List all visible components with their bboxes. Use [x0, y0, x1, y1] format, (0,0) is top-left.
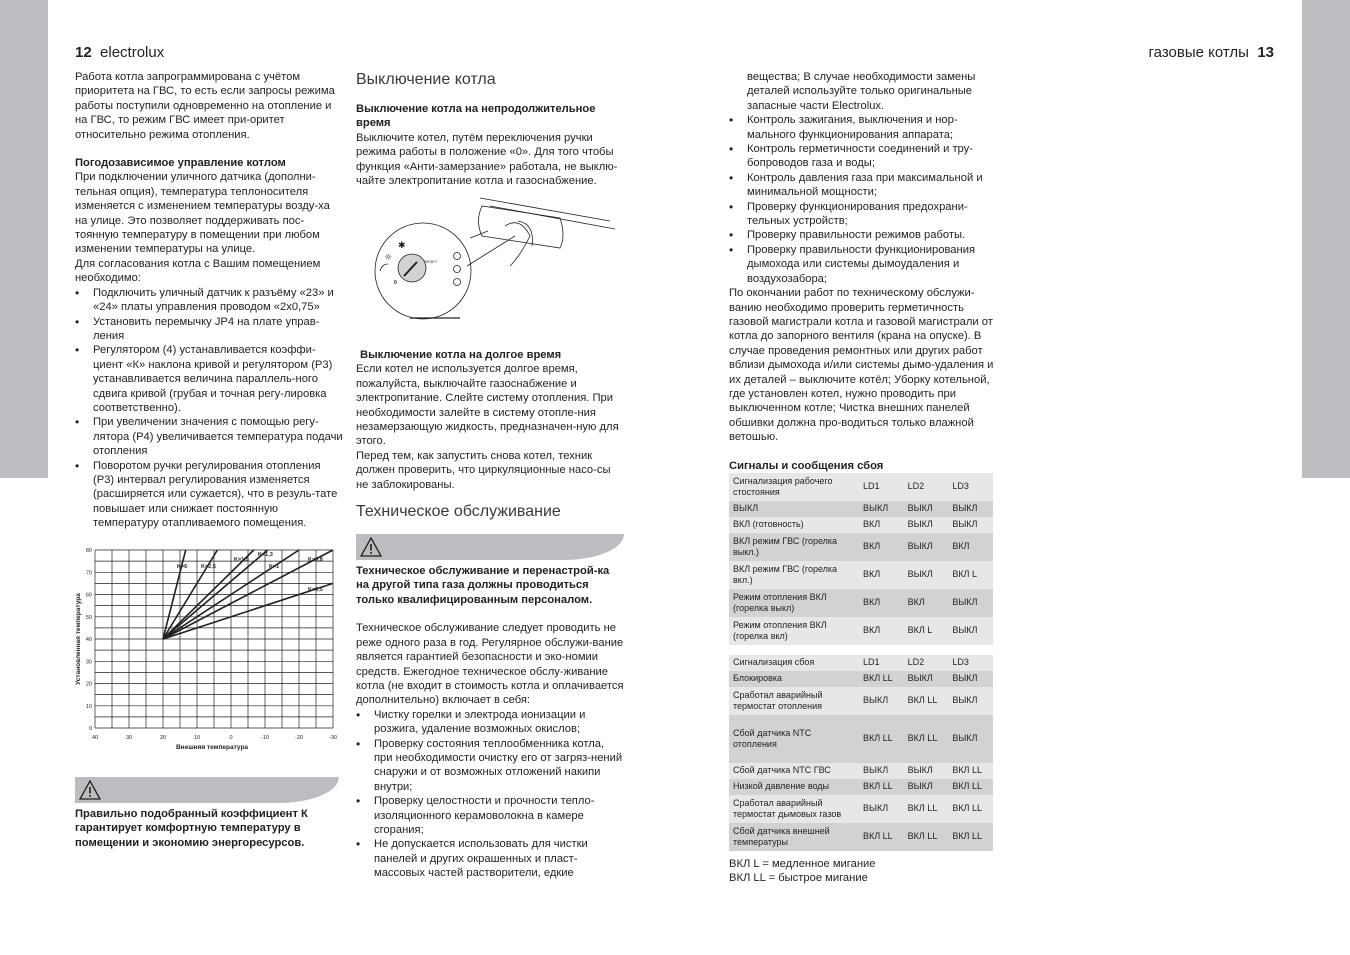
long-shutdown-heading: Выключение котла на долгое время	[360, 349, 562, 361]
column-1	[75, 70, 343, 531]
section-title: газовые котлы	[1148, 44, 1249, 61]
y-tick: 80	[85, 548, 92, 554]
curve-label-k0-8: K=0,8	[308, 557, 323, 563]
x-tick: 40	[91, 735, 99, 741]
list-item: • Контроль зажигания, выключения и нор-мального функционирования аппарата;	[729, 113, 997, 142]
y-tick: 20	[85, 681, 92, 688]
maintenance-warning-text: Техническое обслуживание и перенастрой-ка на другой типа газа должны проводиться только квалифицированным персоналом.	[356, 565, 610, 606]
weather-control-heading: Погодозависимое управление котлом	[75, 157, 286, 170]
maintenance-list-cont	[729, 113, 997, 286]
list-item: • Подключить уличный датчик к разъёму «23» и «24» платы управления проводом «2x0,75»	[75, 286, 343, 315]
column-2	[356, 70, 624, 188]
table-row: Блокировка ВКЛ LL ВЫКЛ ВЫКЛ	[729, 671, 993, 687]
curve-label-k1: K=1	[269, 564, 280, 570]
winter-snowflake-icon: ✱	[398, 241, 406, 251]
signals-heading: Сигналы и сообщения сбоя	[729, 459, 884, 472]
warning-bar	[75, 777, 339, 803]
table-row: Сработал аварийный термостат отопления ВЫКЛ ВКЛ LL ВЫКЛ	[729, 687, 993, 715]
table-row: Сбой датчика внешней температуры ВКЛ LL ВКЛ LL ВКЛ LL	[729, 823, 993, 851]
weather-steps-list	[75, 286, 343, 531]
list-item: • Проверку правильности режимов работы.	[729, 228, 997, 242]
curve-label-k6: K=6	[177, 564, 188, 570]
right-margin-bar	[1302, 0, 1350, 478]
list-item: • Проверку функционирования предохрани-тельных устройств;	[729, 200, 997, 229]
curve-label-k2-5: K=2,5	[201, 564, 216, 570]
short-shutdown-heading: Выключение котла на непродолжительное время	[356, 103, 596, 130]
summer-sun-icon: ☼	[384, 253, 393, 263]
boiler-knob-illustration-svg	[370, 196, 620, 326]
x-tick: -10	[261, 735, 269, 741]
off-position-label: 0	[394, 280, 397, 286]
x-tick: 10	[193, 735, 201, 741]
brand-name: electrolux	[100, 44, 165, 61]
curve-label-k0-5: K=0,5	[308, 587, 323, 593]
list-item: • Проверку целостности и прочности тепло-изоляционного керамоволокна в камере сгорания;	[356, 794, 624, 837]
table-row: Сработал аварийный термостат дымовых газов ВЫКЛ ВКЛ LL ВКЛ LL	[729, 795, 993, 823]
list-item: • Установить перемычку JP4 на плате управ-ления	[75, 315, 343, 344]
column-3	[729, 70, 997, 886]
table-row: ВЫКЛ ВЫКЛ ВЫКЛ ВЫКЛ	[729, 501, 993, 517]
y-tick: 60	[85, 592, 92, 599]
warning-triangle-icon	[79, 780, 101, 800]
left-margin-bar	[0, 0, 48, 478]
long-shutdown-text-2: Перед тем, как запустить снова котел, техник должен проверить, что циркуляционные насо-сы не заблокированы.	[356, 449, 611, 491]
maintenance-list	[356, 708, 624, 881]
table-row: Режим отопления ВКЛ (горелка выкл) ВКЛ ВКЛ ВЫКЛ	[729, 589, 993, 617]
column-2-lower	[356, 348, 624, 881]
weather-paragraph-1: При подключении уличного датчика (дополни-тельная опция), температура теплоносителя изменяется с изменением температуры возду-ха на улице. Это позволяет поддерживать пос-тоянную температуру в помещении при любом изменении температуры на улице.	[75, 171, 330, 256]
page-header-right	[1149, 44, 1274, 61]
y-tick: 70	[85, 570, 92, 577]
page-number-right: 13	[1257, 44, 1274, 61]
short-shutdown-text: Выключите котел, путём переключения ручки режима работы в положение «0». Для того чтобы функция «Анти-замерзание» работала, не выклю-чайте электропитание котла и газоснабжение.	[356, 131, 618, 188]
y-tick: 50	[85, 614, 92, 621]
x-tick: -20	[295, 735, 303, 741]
table-header-row: Сигнализация сбоя LD1 LD2 LD3	[729, 655, 993, 671]
weather-paragraph-2: Для согласования котла с Вашим помещением необходимо:	[75, 257, 321, 285]
list-item: • Проверку правильности функционирования дымохода или системы дымоудаления и воздухозабора;	[729, 243, 997, 286]
curve-label-k1-3: K=1,3	[258, 552, 273, 558]
x-tick: 30	[125, 735, 133, 741]
table-row: ВКЛ (готовность) ВКЛ ВЫКЛ ВЫКЛ	[729, 517, 993, 533]
x-tick: 0	[229, 735, 233, 741]
x-tick: -30	[329, 735, 337, 741]
y-tick: 30	[85, 659, 92, 666]
y-axis-label: Установленная температура	[75, 593, 82, 685]
warning-triangle-icon	[360, 537, 382, 557]
list-item: • Чистку горелки и электрода ионизации и розжига, удаление возможных окислов;	[356, 708, 624, 737]
fault-signals-table	[729, 655, 993, 851]
table-row: Низкой давление воды ВКЛ LL ВЫКЛ ВКЛ LL	[729, 779, 993, 795]
after-maintenance-paragraph: По окончании работ по техническому обслужи-ванию необходимо проверить герметичность газовой магистрали котла и газовой магистрали от котла до запорного вентиля (крана на опуске). В случае проведения ремонтных или других работ вблизи дымохода и/или системы дымо-удаления и их деталей – выключите котёл; Уборку котельной, где установлен котел, нужно проводить при выключенном котле; Чистка внешних панелей обшивки должна про-водиться только влажной ветошью.	[729, 287, 994, 444]
x-axis-label: Внешняя температура	[175, 744, 249, 751]
curve-label-k1-5: K=1,5	[234, 557, 249, 563]
maintenance-paragraph: Техническое обслуживание следует проводить не реже одного раза в год. Регулярное обслужи-вание является гарантией безопасности и эко-номии средств. Ежегодное техническое обслу-живание котла (не входит в стоимость котла и оплачивается дополнительно) включает в себя:	[356, 622, 624, 707]
list-item: • Поворотом ручки регулирования отопления (P3) интервал регулирования изменяется (расширяется или сужается), что в резуль-тате повышает или снижает постоянную температуру отапливаемого помещения.	[75, 459, 343, 531]
status-signals-table	[729, 473, 993, 645]
heating-curve-chart	[72, 545, 344, 755]
shutdown-heading: Выключение котла	[356, 71, 496, 88]
warning-text: Правильно подобранный коэффициент К гарантирует комфортную температуру в помещении и экономию энергоресурсов.	[75, 808, 308, 849]
k-coefficient-warning	[75, 777, 339, 850]
list-item: • При увеличении значения с помощью регу-лятора (P4) увеличивается температура подачи отопления	[75, 415, 343, 458]
page-number-left: 12	[75, 44, 92, 61]
heating-curve-svg	[72, 545, 344, 755]
long-shutdown-text-1: Если котел не используется долгое время, пожалуйста, выключайте газоснабжение и электропитание. Слейте систему отопления. При необходимости залейте в систему отопле-ния незамерзающую жидкость, предназначен-ную для этого.	[356, 363, 619, 448]
page-header-left	[75, 44, 164, 61]
legend-slow-blink: ВКЛ L = медленное мигание	[729, 857, 876, 870]
legend-fast-blink: ВКЛ LL = быстрое мигание	[729, 872, 868, 885]
table-row: Сбой датчика NTC отопления ВКЛ LL ВКЛ LL ВЫКЛ	[729, 715, 993, 763]
list-item-continuation: вещества; В случае необходимости замены деталей используйте только оригинальные запасные части Electrolux.	[747, 71, 976, 112]
y-tick: 10	[85, 703, 92, 710]
intro-paragraph: Работа котла запрограммирована с учётом приоритета на ГВС, то есть если запросы режима работы поступили одновременно на отопление и на ГВС, то режим ГВС имеет при-оритет относительно режима отопления.	[75, 71, 335, 141]
y-tick: 40	[85, 637, 92, 643]
list-item: • Проверку состояния теплообменника котла, при необходимости очистку его от загряз-нений снаружи и от возможных отложений накипи внутри;	[356, 737, 624, 795]
x-tick: 20	[159, 735, 167, 741]
list-item: • Регулятором (4) устанавливается коэффи-циент «К» наклона кривой и регулятором (P3) устанавливается величина параллель-ного сдвига кривой (грубая и точная регу-лировка соответственно).	[75, 343, 343, 415]
boiler-control-illustration	[370, 196, 620, 326]
maintenance-heading: Техническое обслуживание	[356, 503, 561, 521]
reset-label: RESET	[424, 259, 438, 264]
table-row: ВКЛ режим ГВС (горелка вкл.) ВКЛ ВЫКЛ ВКЛ L	[729, 561, 993, 589]
table-header-row: Сигнализация рабочего стостояния LD1 LD2 LD3	[729, 473, 993, 501]
list-item: • Контроль давления газа при максимальной и минимальной мощности;	[729, 171, 997, 200]
table-row: Сбой датчика NTC ГВС ВЫКЛ ВЫКЛ ВКЛ LL	[729, 763, 993, 779]
maintenance-warning-bar	[356, 534, 624, 560]
table-row: ВКЛ режим ГВС (горелка выкл.) ВКЛ ВЫКЛ ВКЛ	[729, 533, 993, 561]
list-item: • Контроль герметичности соединений и тру-бопроводов газа и воды;	[729, 142, 997, 171]
table-row: Режим отопления ВКЛ (горелка вкл) ВКЛ ВКЛ L ВЫКЛ	[729, 617, 993, 645]
y-tick: 0	[88, 726, 92, 732]
list-item: • Не допускается использовать для чистки панелей и других окрашенных и пласт-массовых частей растворители, едкие	[356, 837, 624, 880]
